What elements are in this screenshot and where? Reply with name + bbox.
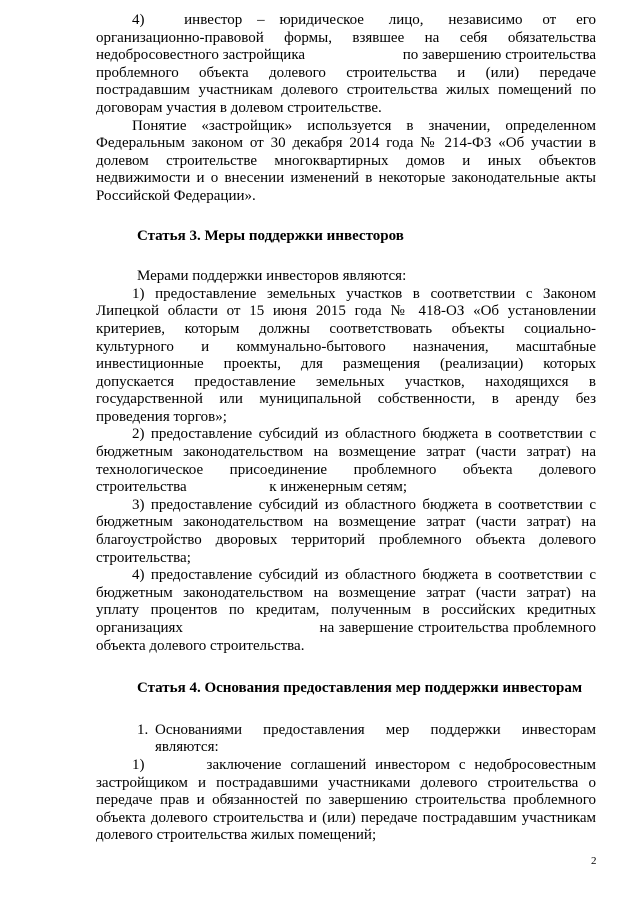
text-line: технологическое присоединение проблемного объекта долевого [96,461,596,478]
text-line: Липецкой области от 15 июня 2015 года № 418-ОЗ «Об установлении [96,303,596,320]
text-line: недвижимости и о внесении изменений в некоторые законодательные акты [96,170,596,187]
text-line: Российской Федерации». [96,187,256,204]
paragraph-developer-concept [96,118,596,206]
text-line: государственной или муниципальной собственности, в аренду без [96,391,596,408]
article-3-item-1 [96,286,596,427]
document-page [96,12,596,845]
list-text: Основаниями предоставления мер поддержки инвесторам [155,721,596,738]
text-line: застройщиком и пострадавшими участниками долевого строительства о [96,774,596,791]
text-line: организационно-правовой формы, взявшее на себя обязательства [96,29,596,46]
text-line: передаче прав и обязанностей по завершению строительства проблемного [96,792,596,809]
article-3-item-2 [96,426,596,496]
text-line: допускается предоставление земельных участков, находящихся в [96,373,596,390]
article-3-item-3 [96,497,596,567]
text-line: 4) предоставление субсидий из областного бюджета в соответствии с [132,567,596,584]
text-line: строительства; [96,549,191,566]
paragraph-investor-definition [96,12,596,118]
text-line: организациях на завершение строительства проблемного [96,620,596,636]
text-line: Федеральным законом от 30 декабря 2014 года № 214-ФЗ «Об участии в [96,135,596,152]
article-3-item-4 [96,567,596,655]
text-line: Понятие «застройщик» используется в значении, определенном [132,117,596,134]
text-line: культурного и коммунально-бытового назначения, масштабные [96,338,596,355]
list-number: 1. [137,721,149,738]
text-line: 1) заключение соглашений инвестором с недобросовестным [132,756,596,773]
text-line: объекта долевого строительства. [96,637,305,654]
article-4-heading: Статья 4. Основания предоставления мер поддержки инвесторам [137,680,583,697]
text-line: проведения торгов»; [96,408,227,425]
text-line: долевого строительства жилых помещений; [96,827,377,844]
text-line: 1) предоставление земельных участков в соответствии с Законом [132,285,596,302]
article-3-heading: Статья 3. Меры поддержки инвесторов [137,227,404,244]
text-line: благоустройство дворовых территорий проблемного объекта долевого [96,532,596,549]
text-line: 3) предоставление субсидий из областного бюджета в соответствии с [132,496,596,513]
article-4-sub-item-1 [96,757,596,845]
text-line: 2) предоставление субсидий из областного бюджета в соответствии с [132,426,596,443]
text-line: критериев, которым должны соответствовать объекты социально- [96,320,596,337]
text-line: пострадавшим участникам долевого строительства жилых помещений по [96,82,596,99]
text-line: инвестиционные проекты, для размещения (реализации) которых [96,356,596,373]
text-line: бюджетным законодательством на возмещение затрат (части затрат) на [96,514,596,531]
text-line: проблемного объекта долевого строительства и (или) передаче [96,64,596,81]
text-line: договорам участия в долевом строительстве. [96,99,382,116]
article-4-list-item-1-continuation: являются: [155,739,219,756]
text-line: строительства к инженерным сетям; [96,479,408,496]
page-number: 2 [591,855,597,867]
text-line: уплату процентов по кредитам, полученным в российских кредитных [96,602,596,619]
text-line: бюджетным законодательством на возмещение затрат (части затрат) на [96,444,596,461]
text-line: недобросовестного застройщика по завершению строительства [96,47,596,64]
text-line: 4) инвестор – юридическое лицо, независимо от его [132,12,596,28]
text-line: долевом строительстве многоквартирных домов и иных объектов [96,152,596,169]
text-line: бюджетным законодательством на возмещение затрат (части затрат) на [96,584,596,601]
text-line: объекта долевого строительства и (или) передаче пострадавшим участникам [96,809,596,826]
article-4-list-item-1 [96,722,596,740]
article-3-intro: Мерами поддержки инвесторов являются: [137,268,407,285]
